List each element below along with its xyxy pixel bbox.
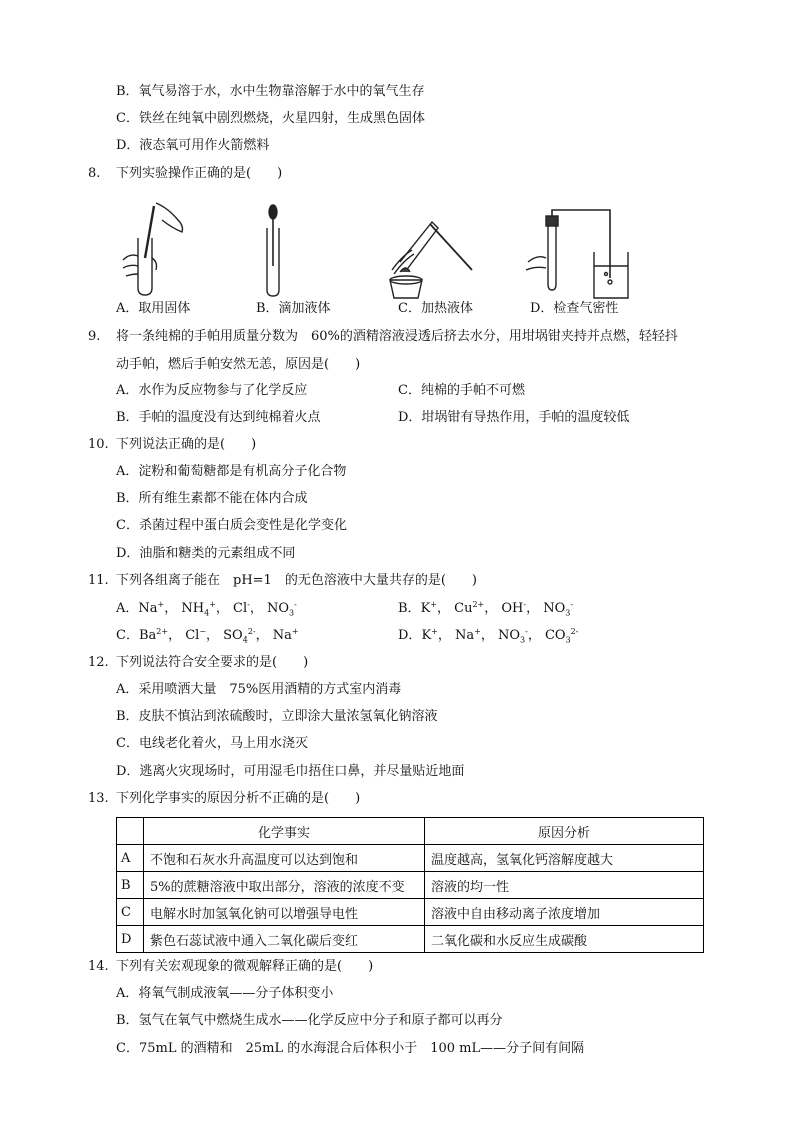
row-reason: 二氧化碳和水反应生成碳酸 [425,926,704,953]
q14-stem: 下列有关宏观现象的微观解释正确的是( ) [116,959,374,974]
q10-option-b: B．所有维生素都不能在体内合成 [116,491,308,506]
q11-option-a: A．Na+， $NH_4^+$， Cl-， $NO_3^-$ [116,600,297,618]
table-header-reason: 原因分析 [425,818,704,845]
row-key: D [117,926,144,953]
q10-stem: 下列说法正确的是( ) [116,437,257,452]
row-key: B [117,872,144,899]
table-header-key [117,818,144,845]
table-row [117,899,704,926]
row-fact: 电解水时加氢氧化钠可以增强导电性 [144,899,425,926]
q14-number: 14. [88,959,109,974]
table-row [117,845,704,872]
row-fact: 5%的蔗糖溶液中取出部分，溶液的浓度不变 [144,872,425,899]
q10-option-d: D．油脂和糖类的元素组成不同 [116,546,296,561]
row-reason: 溶液中自由移动离子浓度增加 [425,899,704,926]
q7-option-d: D．液态氧可用作火箭燃料 [116,138,270,153]
q9-stem-line2: 动手帕，燃后手帕安然无恙，原因是( ) [116,357,361,372]
q12-option-c: C．电线老化着火，马上用水浇灭 [116,736,308,751]
q11-number: 11. [88,573,109,588]
q9-option-b: B．手帕的温度没有达到纯棉着火点 [116,410,321,425]
q8-stem: 下列实验操作正确的是( ) [116,166,283,181]
q12-stem: 下列说法符合安全要求的是( ) [116,655,309,670]
q10-option-a: A．淀粉和葡萄糖都是有机高分子化合物 [116,464,347,479]
figure-heating-liquid [380,210,480,302]
table-row [117,926,704,953]
table-header-fact: 化学事实 [144,818,425,845]
q9-option-a: A．水作为反应物参与了化学反应 [116,383,308,398]
q7-option-b: B．氧气易溶于水，水中生物靠溶解于水中的氧气生存 [116,84,425,99]
q8-option-c: C．加热液体 [398,301,473,316]
q13-number: 13. [88,791,109,806]
q12-number: 12. [88,655,109,670]
row-key: C [117,899,144,926]
figure-dropping-liquid [258,198,298,298]
q11-stem: 下列各组离子能在 pH=1 的无色溶液中大量共存的是( ) [116,573,477,588]
q12-option-b: B．皮肤不慎沾到浓硫酸时，立即涂大量浓氢氧化钠溶液 [116,709,438,724]
q11-option-c: C．$Ba^{2+}$， Cl−， $SO_4^{2-}$， Na+ [116,627,299,645]
table-header-row [117,818,704,845]
q10-number: 10. [88,437,109,452]
table-row [117,872,704,899]
q8-option-d: D．检查气密性 [530,301,619,316]
q13-table [116,817,704,953]
q14-option-a: A．将氧气制成液氧——分子体积变小 [116,986,334,1001]
q12-option-d: D．逃离火灾现场时，可用湿毛巾捂住口鼻，并尽量贴近地面 [116,764,465,779]
q11-option-b: B．K+， $Cu^{2+}$， OH-， $NO_3^-$ [398,600,574,618]
q8-number: 8. [88,166,101,181]
q14-option-b: B．氢气在氧气中燃烧生成水——化学反应中分子和原子都可以再分 [116,1013,503,1028]
q7-option-c: C．铁丝在纯氧中剧烈燃烧，火星四射，生成黑色固体 [116,111,425,126]
q9-stem-line1: 将一条纯棉的手帕用质量分数为 60%的酒精溶液浸透后挤去水分，用坩埚钳夹持并点燃，轻轻抖 [116,329,678,344]
row-fact: 不饱和石灰水升高温度可以达到饱和 [144,845,425,872]
figure-taking-solid [118,198,198,298]
row-key: A [117,845,144,872]
q10-option-c: C．杀菌过程中蛋白质会变性是化学变化 [116,518,347,533]
q13-stem: 下列化学事实的原因分析不正确的是( ) [116,791,361,806]
q9-option-c: C．纯棉的手帕不可燃 [398,383,525,398]
q9-number: 9. [88,329,101,344]
q8-option-b: B．滴加液体 [256,301,331,316]
q8-option-a: A．取用固体 [116,301,191,316]
figure-checking-airtightness [524,208,634,302]
row-reason: 溶液的均一性 [425,872,704,899]
q12-option-a: A．采用喷洒大量 75%医用酒精的方式室内消毒 [116,682,402,697]
row-reason: 温度越高，氢氧化钙溶解度越大 [425,845,704,872]
q14-option-c: C．75mL 的酒精和 25mL 的水海混合后体积小于 100 mL——分子间有间隔 [116,1041,585,1056]
q11-option-d: D．K+， Na+， $NO_3^-$， $CO_3^{2-}$ [398,627,579,645]
q9-option-d: D．坩埚钳有导热作用，手帕的温度较低 [398,410,630,425]
row-fact: 紫色石蕊试液中通入二氧化碳后变红 [144,926,425,953]
